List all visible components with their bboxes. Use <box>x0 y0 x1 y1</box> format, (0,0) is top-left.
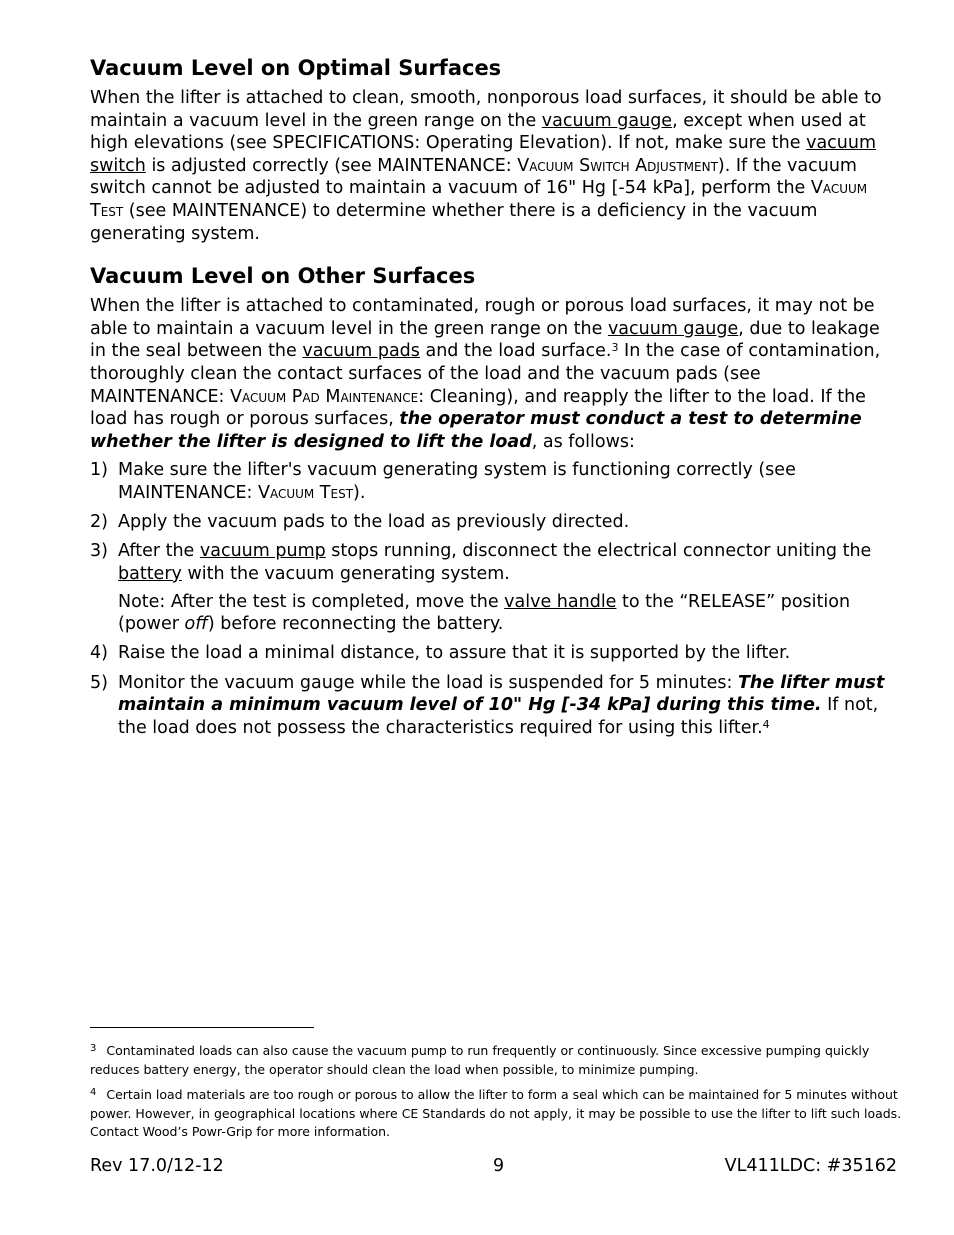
heading-optimal-surfaces: Vacuum Level on Optimal Surfaces <box>90 56 502 80</box>
footnote-4: $^4$ Certain load materials are too rough or porous to allow the lifter to form a seal which can be maintained for 5 minutes without power. However, in geographical locations where CE Standards do not apply, it may be possible to use the lifter to lift such loads. Contact Wood’s Powr-Grip for more information. <box>90 1087 902 1139</box>
list-item: 1) Make sure the lifter's vacuum generating system is functioning correctly (see MAINTENANCE: Vacuum Test). <box>90 460 796 503</box>
link-vacuum-switch[interactable]: vacuum switch <box>90 133 877 176</box>
link-vacuum-gauge[interactable]: vacuum gauge <box>541 110 673 131</box>
ref-vacuum-test: Vacuum Test <box>90 178 868 221</box>
page-number: 9 <box>493 1156 505 1176</box>
test-steps-list <box>90 459 898 585</box>
ref-vacuum-test: Vacuum Test <box>257 482 354 503</box>
footnote-separator <box>90 1027 314 1028</box>
note: Note: After the test is completed, move the valve handle to the “RELEASE” position (power off) before reconnecting the battery. <box>118 591 851 635</box>
document-body <box>90 54 898 746</box>
page-footer <box>90 1156 897 1180</box>
footnote-ref-3[interactable]: 3 <box>611 341 619 355</box>
revision-label: Rev 17.0/12-12 <box>90 1156 224 1176</box>
footnote-ref-4[interactable]: 4 <box>762 717 770 731</box>
ref-vacuum-pad-maintenance: Vacuum Pad Maintenance <box>229 386 419 407</box>
list-item: 5) Monitor the vacuum gauge while the load is suspended for 5 minutes: The lifter must maintain a minimum vacuum level of 10" Hg [-34 kPa] during this time. If not, the load does not possess the characteristics required for using this lifter.$^4$ <box>90 672 885 738</box>
ref-vacuum-switch-adjustment: Vacuum Switch Adjustment <box>517 155 718 176</box>
section-other-surfaces <box>90 262 898 739</box>
test-steps-list-continued <box>90 642 898 739</box>
list-item: 3) After the vacuum pump stops running, disconnect the electrical connector uniting the battery with the vacuum generating system. <box>90 541 872 584</box>
model-number: VL411LDC: #35162 <box>724 1156 897 1176</box>
link-valve-handle[interactable]: valve handle <box>504 591 617 612</box>
link-battery[interactable]: battery <box>118 563 182 584</box>
minimum-vacuum-requirement: The lifter must maintain a minimum vacuum level of 10" Hg [-34 kPa] during this time. <box>118 672 885 716</box>
heading-other-surfaces: Vacuum Level on Other Surfaces <box>90 264 476 289</box>
section-optimal-surfaces <box>90 54 898 245</box>
operator-test-warning: the operator must conduct a test to determine whether the lifter is designed to lift the load <box>90 409 862 452</box>
paragraph-optimal-surfaces: When the lifter is attached to clean, smooth, nonporous load surfaces, it should be able to maintain a vacuum level in the green range on the vacuum gauge, except when used at high elevations (see SPECIFICATIONS: Operating Elevation). If not, make sure the vacuum switch is adjusted correctly (see MAINTENANCE: Vacuum Switch Adjustment). If the vacuum switch cannot be adjusted to maintain a vacuum of 16" Hg [-54 kPa], perform the Vacuum Test (see MAINTENANCE) to determine whether there is a deficiency in the vacuum generating system. <box>90 88 882 244</box>
footnote-3: $^3$ Contaminated loads can also cause the vacuum pump to run frequently or continuously. Since excessive pumping quickly reduces battery energy, the operator should clean the load when possible, to minimize pumping. <box>90 1043 870 1077</box>
link-vacuum-pump[interactable]: vacuum pump <box>199 541 326 562</box>
footnotes <box>90 1042 902 1149</box>
link-vacuum-pads[interactable]: vacuum pads <box>302 341 420 362</box>
link-vacuum-gauge-2[interactable]: vacuum gauge <box>607 318 739 339</box>
paragraph-other-surfaces: When the lifter is attached to contaminated, rough or porous load surfaces, it may not be able to maintain a vacuum level in the green range on the vacuum gauge, due to leakage in the seal between the vacuum pads and the load surface.$^3$ In the case of contamination, thoroughly clean the contact surfaces of the load and the vacuum pads (see MAINTENANCE: Vacuum Pad Maintenance: Cleaning), and reapply the lifter to the load. If the load has rough or porous surfaces, the operator must conduct a test to determine whether the lifter is designed to lift the load, as follows: <box>90 296 881 452</box>
list-item: 4) Raise the load a minimal distance, to assure that it is supported by the lifter. <box>90 643 791 664</box>
list-item: 2) Apply the vacuum pads to the load as previously directed. <box>90 512 630 532</box>
